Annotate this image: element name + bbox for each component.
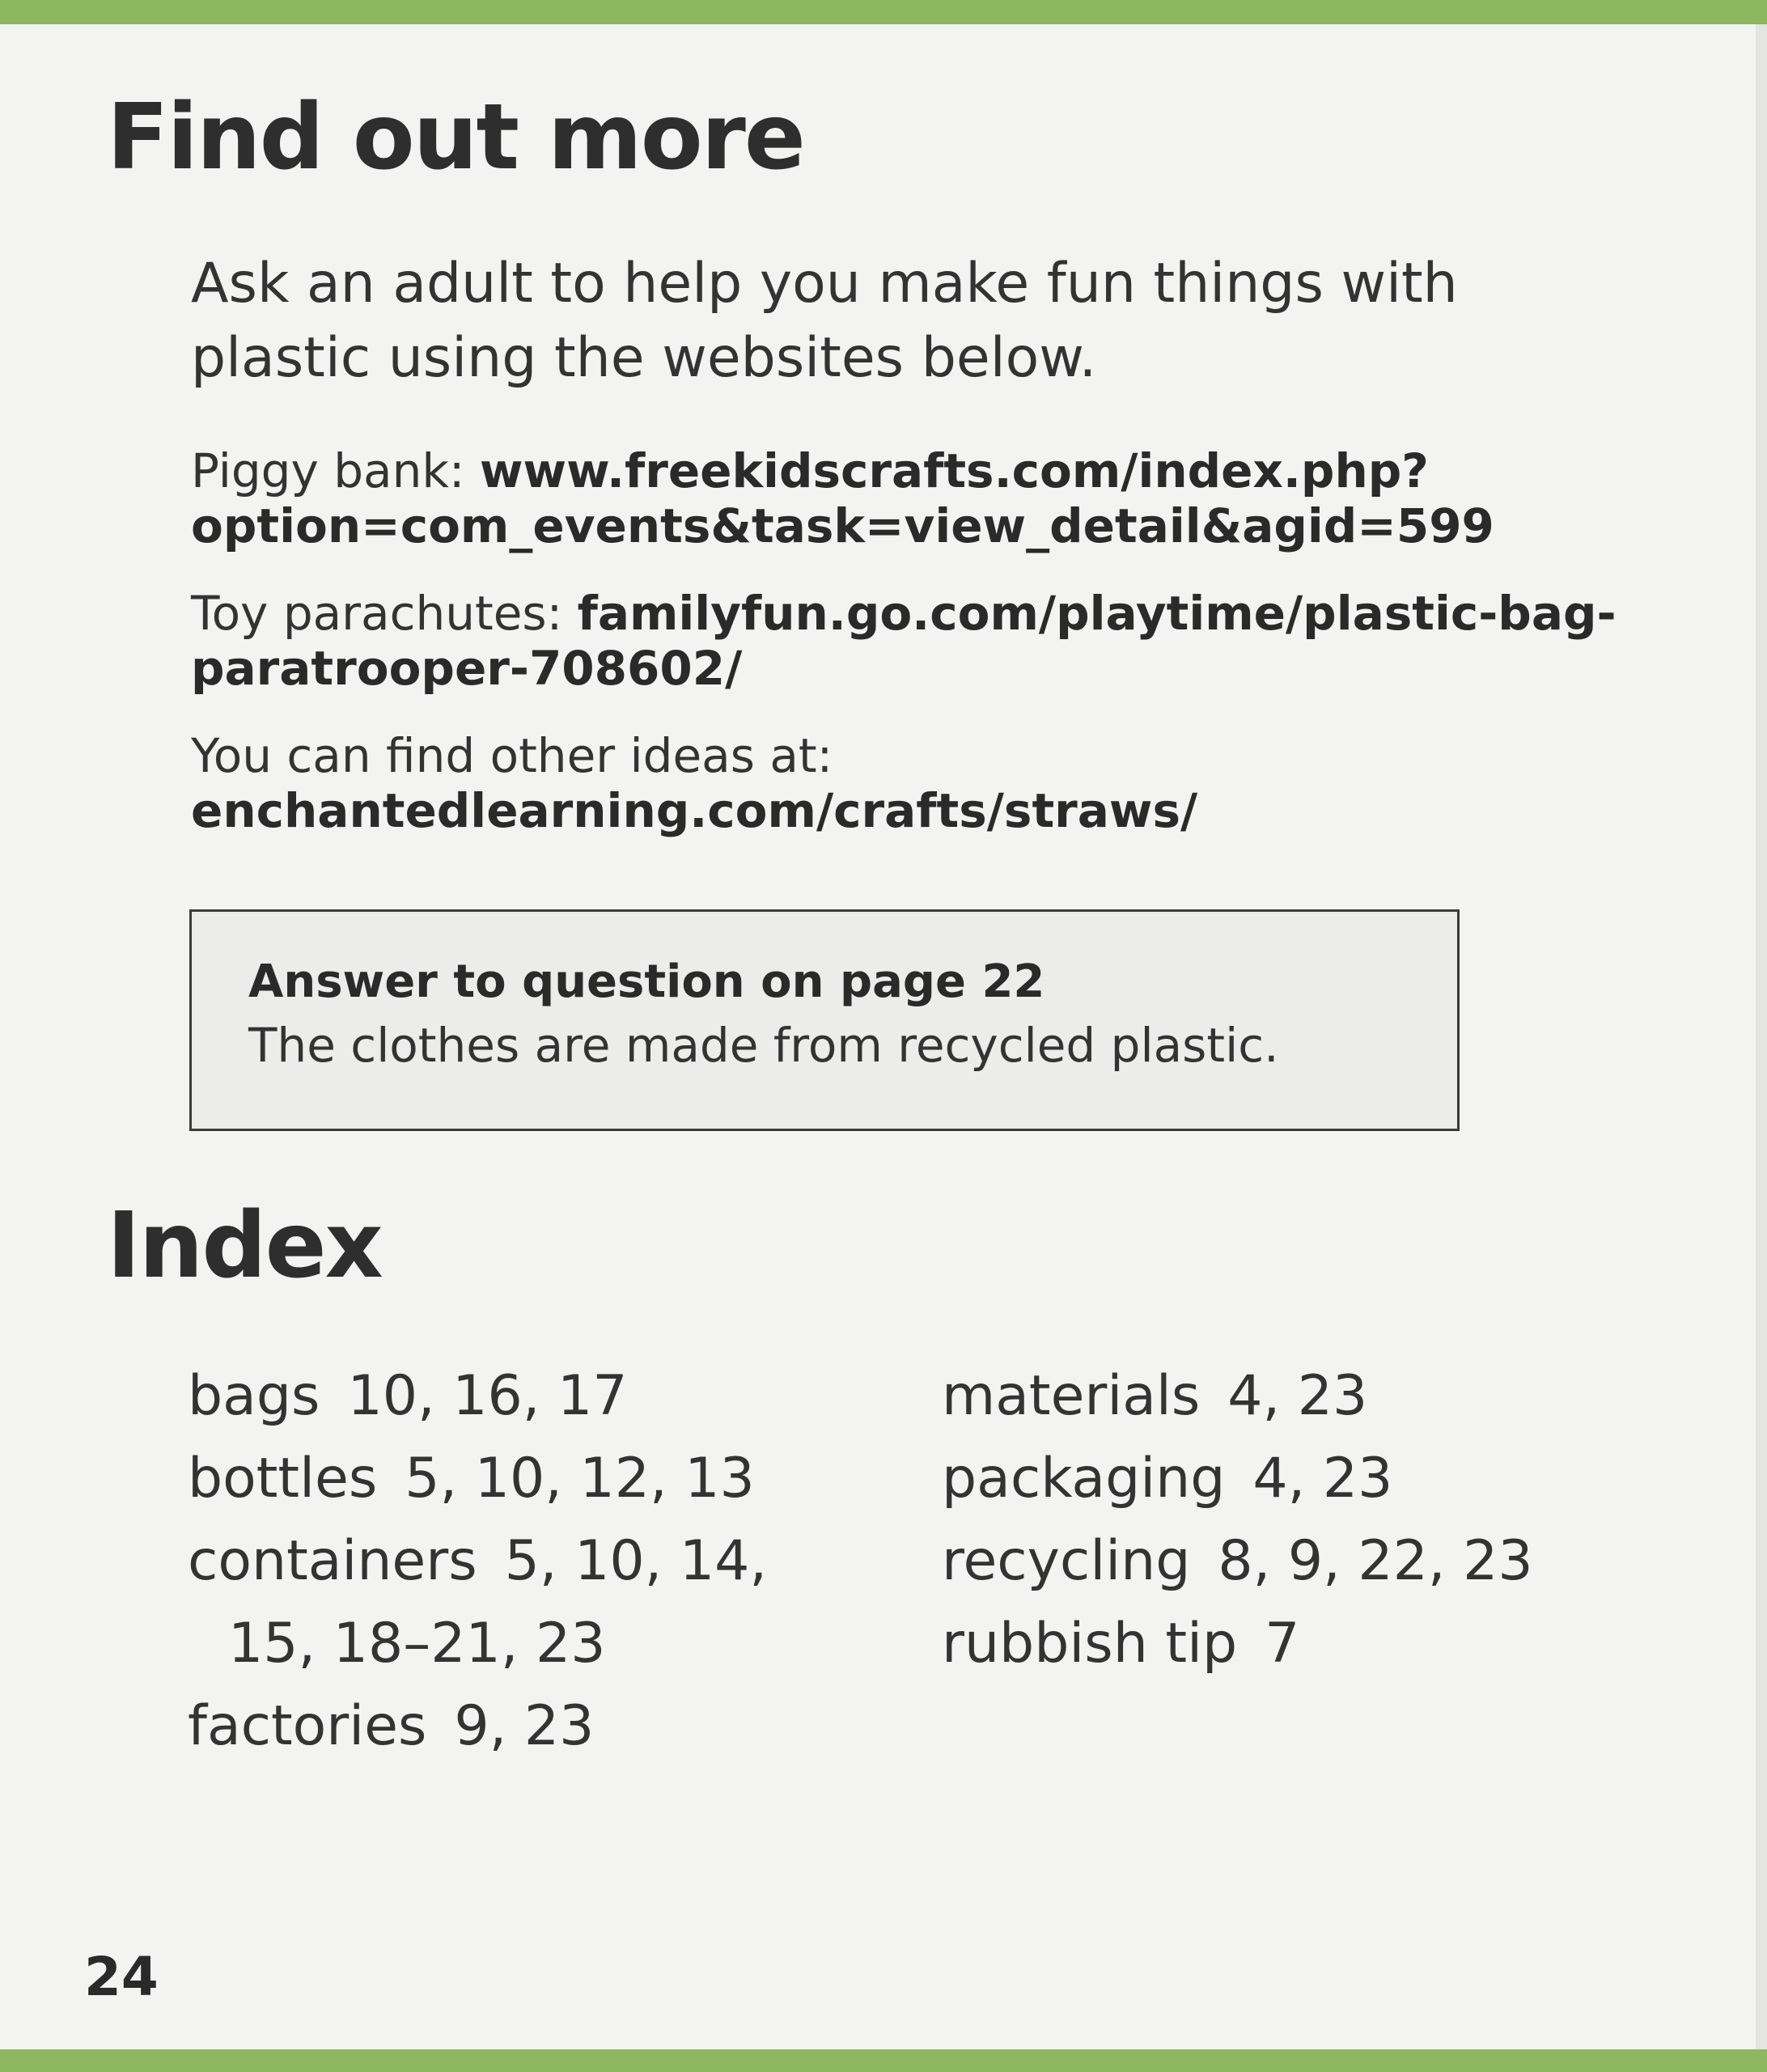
index-entry: [188, 1355, 900, 1438]
index-entry: [188, 1438, 900, 1520]
page-edge: [1756, 24, 1767, 2049]
website-url-link[interactable]: enchantedlearning.com/crafts/straws/: [191, 783, 1198, 838]
answer-box: [189, 909, 1460, 1131]
index-pages: 10, 16, 17: [347, 1364, 628, 1428]
index-term: factories: [188, 1694, 427, 1758]
website-url-link[interactable]: www.freekidscrafts.com/index.php?option=com_events&task=view_detail&agid=599: [191, 443, 1494, 553]
index-heading: Index: [107, 1193, 382, 1299]
index-term: packaging: [942, 1447, 1226, 1511]
website-url-link[interactable]: familyfun.go.com/playtime/plastic-bag-paratrooper-708602/: [191, 586, 1617, 696]
index-column-right: [942, 1355, 1670, 1685]
index-pages-continuation: 15, 18–21, 23: [228, 1612, 606, 1676]
index-term: rubbish tip: [942, 1612, 1238, 1676]
website-entry-piggy-bank: [191, 443, 1696, 553]
index-pages: 7: [1265, 1612, 1300, 1676]
top-accent-bar: [0, 0, 1767, 24]
index-term: recycling: [942, 1529, 1191, 1593]
index-term: bottles: [188, 1447, 378, 1511]
index-column-left: [188, 1355, 900, 1768]
index-term: bags: [188, 1364, 320, 1428]
index-term: containers: [188, 1529, 477, 1593]
answer-box-text: The clothes are made from recycled plastic.: [248, 1018, 1279, 1073]
website-label: You can find other ideas at:: [191, 728, 833, 783]
website-label: Piggy bank:: [191, 443, 480, 498]
find-out-more-intro: Ask an adult to help you make fun things with plastic using the websites below.: [191, 252, 1458, 390]
find-out-more-heading: Find out more: [107, 85, 804, 190]
index-entry: [942, 1355, 1670, 1438]
index-entry: [188, 1685, 900, 1768]
index-term: materials: [942, 1364, 1201, 1428]
index-pages: 8, 9, 22, 23: [1218, 1529, 1533, 1593]
index-pages: 5, 10, 12, 13: [405, 1447, 755, 1511]
index-entry: [942, 1520, 1670, 1603]
index-entry: [942, 1438, 1670, 1520]
website-label: Toy parachutes:: [191, 586, 578, 641]
website-entry-other-ideas: [191, 728, 1696, 838]
bottom-accent-bar: [0, 2049, 1767, 2072]
index-pages: 5, 10, 14,: [504, 1529, 768, 1593]
index-entry: [942, 1603, 1670, 1685]
index-entry: [188, 1520, 900, 1685]
index-pages: 4, 23: [1227, 1364, 1368, 1428]
answer-box-title: Answer to question on page 22: [248, 955, 1045, 1008]
page-number: 24: [84, 1946, 159, 2008]
index-pages: 9, 23: [454, 1694, 595, 1758]
website-entry-toy-parachutes: [191, 586, 1696, 696]
index-pages: 4, 23: [1252, 1447, 1393, 1511]
